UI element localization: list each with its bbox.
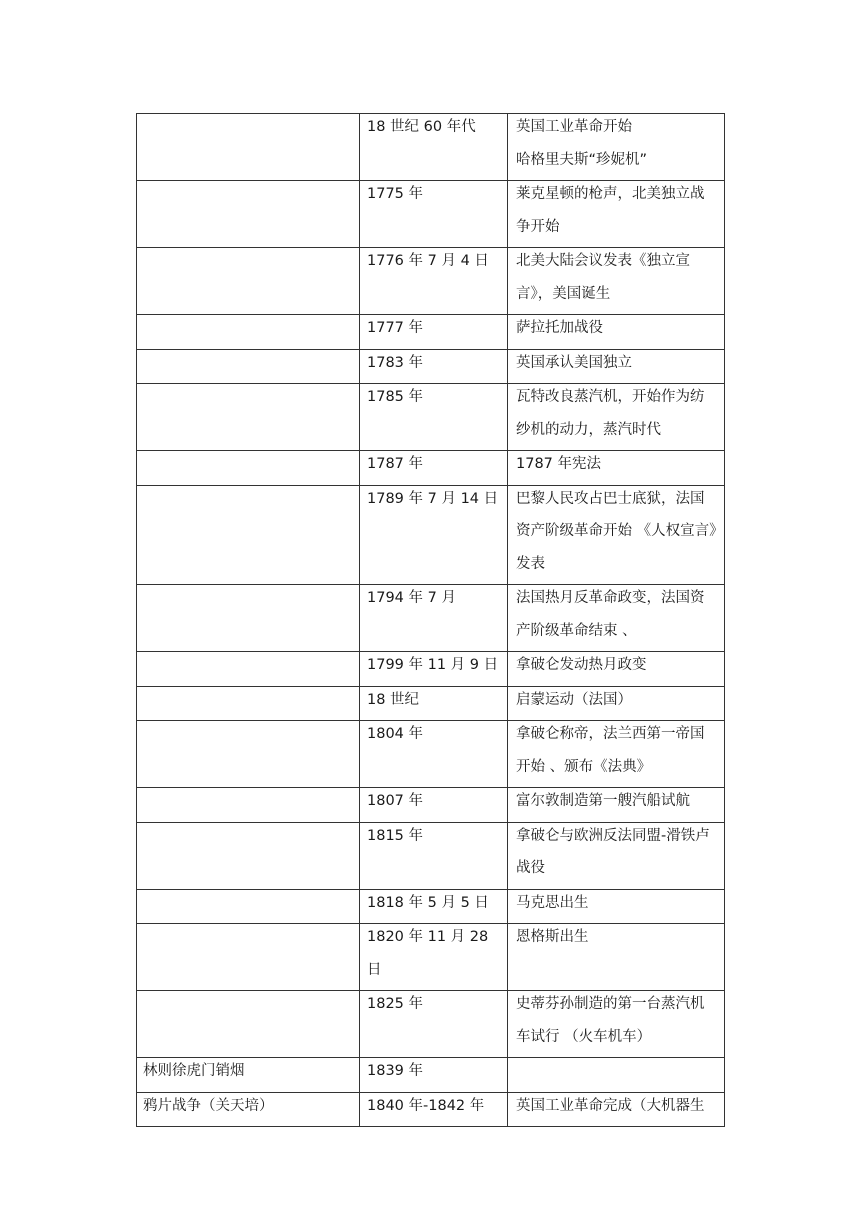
event-cell [137,349,360,384]
description-cell: 法国热月反革命政变，法国资产阶级革命结束 、 [508,585,725,652]
description-cell: 马克思出生 [508,889,725,924]
description-cell: 英国工业革命完成（大机器生 [508,1092,725,1127]
table-row [137,1092,725,1127]
table-row [137,315,725,350]
timeline-body [137,114,725,1127]
date-cell: 1787 年 [360,451,508,486]
event-cell [137,721,360,788]
date-cell: 1815 年 [360,822,508,889]
table-row [137,924,725,991]
event-cell [137,991,360,1058]
event-cell [137,248,360,315]
table-row [137,652,725,687]
event-cell [137,686,360,721]
description-cell: 拿破仑发动热月政变 [508,652,725,687]
description-cell: 巴黎人民攻占巴士底狱，法国资产阶级革命开始 《人权宣言》发表 [508,485,725,585]
history-timeline-table [136,113,725,1127]
table-row [137,114,725,181]
date-cell: 18 世纪 [360,686,508,721]
table-row [137,686,725,721]
table-row [137,822,725,889]
event-cell [137,652,360,687]
event-cell [137,114,360,181]
date-cell: 1785 年 [360,384,508,451]
description-cell: 北美大陆会议发表《独立宣言》，美国诞生 [508,248,725,315]
date-cell: 1775 年 [360,181,508,248]
date-cell: 1820 年 11 月 28 日 [360,924,508,991]
table-row [137,991,725,1058]
description-cell: 萨拉托加战役 [508,315,725,350]
date-cell: 1818 年 5 月 5 日 [360,889,508,924]
description-cell: 史蒂芬孙制造的第一台蒸汽机车试行 （火车机车） [508,991,725,1058]
table-row [137,1058,725,1093]
event-cell [137,384,360,451]
event-cell [137,788,360,823]
description-cell: 莱克星顿的枪声，北美独立战争开始 [508,181,725,248]
date-cell: 1807 年 [360,788,508,823]
event-cell [137,315,360,350]
date-cell: 1776 年 7 月 4 日 [360,248,508,315]
description-cell: 拿破仑与欧洲反法同盟-滑铁卢战役 [508,822,725,889]
description-cell: 1787 年宪法 [508,451,725,486]
date-cell: 1789 年 7 月 14 日 [360,485,508,585]
description-cell [508,1058,725,1093]
table-row [137,585,725,652]
date-cell: 1804 年 [360,721,508,788]
date-cell: 1783 年 [360,349,508,384]
description-cell: 恩格斯出生 [508,924,725,991]
description-cell: 英国承认美国独立 [508,349,725,384]
event-cell [137,485,360,585]
date-cell: 18 世纪 60 年代 [360,114,508,181]
event-cell [137,181,360,248]
date-cell: 1825 年 [360,991,508,1058]
table-row [137,181,725,248]
table-row [137,349,725,384]
date-cell: 1777 年 [360,315,508,350]
description-cell: 瓦特改良蒸汽机，开始作为纺纱机的动力，蒸汽时代 [508,384,725,451]
event-cell [137,924,360,991]
date-cell: 1794 年 7 月 [360,585,508,652]
table-row [137,889,725,924]
event-cell [137,889,360,924]
date-cell: 1840 年-1842 年 [360,1092,508,1127]
date-cell: 1839 年 [360,1058,508,1093]
table-row [137,721,725,788]
event-cell [137,822,360,889]
date-cell: 1799 年 11 月 9 日 [360,652,508,687]
description-cell: 启蒙运动（法国） [508,686,725,721]
table-row [137,384,725,451]
table-row [137,485,725,585]
table-row [137,788,725,823]
table-row [137,248,725,315]
description-cell: 富尔敦制造第一艘汽船试航 [508,788,725,823]
event-cell [137,585,360,652]
event-cell [137,451,360,486]
event-cell: 鸦片战争（关天培） [137,1092,360,1127]
event-cell: 林则徐虎门销烟 [137,1058,360,1093]
description-cell: 英国工业革命开始 哈格里夫斯“珍妮机” [508,114,725,181]
description-cell: 拿破仑称帝，法兰西第一帝国开始 、颁布《法典》 [508,721,725,788]
table-row [137,451,725,486]
